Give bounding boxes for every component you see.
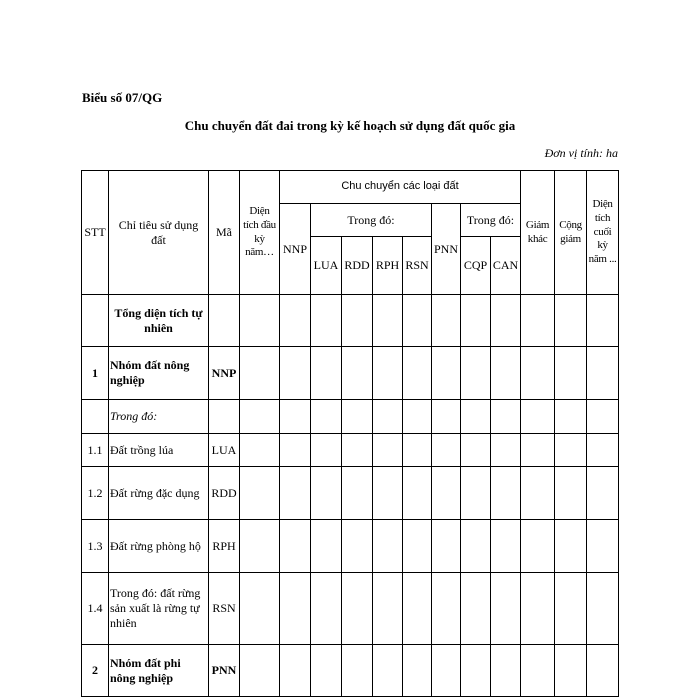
header-can: CAN bbox=[491, 237, 521, 295]
row-code: RDD bbox=[209, 467, 240, 520]
table-row bbox=[82, 400, 619, 434]
header-indicator: Chỉ tiêu sử dụng đất bbox=[109, 171, 209, 295]
row-label: Trong đó: bbox=[109, 400, 209, 434]
land-transfer-table bbox=[81, 170, 619, 697]
header-in-which-1: Trong đó: bbox=[311, 204, 432, 237]
row-label: Tổng diện tích tự nhiên bbox=[109, 295, 209, 347]
row-stt: 2 bbox=[82, 645, 109, 697]
row-label: Trong đó: đất rừng sản xuất là rừng tự nhiên bbox=[109, 573, 209, 645]
row-label: Nhóm đất nông nghiệp bbox=[109, 347, 209, 400]
row-label: Đất trồng lúa bbox=[109, 434, 209, 467]
row-code: LUA bbox=[209, 434, 240, 467]
header-area-end: Diện tích cuối kỳ năm ... bbox=[587, 171, 619, 295]
row-code bbox=[209, 400, 240, 434]
document-title: Chu chuyển đất đai trong kỳ kế hoạch sử dụng đất quốc gia bbox=[184, 118, 516, 133]
row-stt: 1.3 bbox=[82, 520, 109, 573]
header-decrease-other: Giảm khác bbox=[521, 171, 555, 295]
header-total-decrease: Cộng giảm bbox=[555, 171, 587, 295]
row-label: Nhóm đất phi nông nghiệp bbox=[109, 645, 209, 697]
table-row bbox=[82, 645, 619, 697]
row-code: PNN bbox=[209, 645, 240, 697]
header-rdd: RDD bbox=[342, 237, 373, 295]
table-row bbox=[82, 295, 619, 347]
header-cqp: CQP bbox=[461, 237, 491, 295]
table-row bbox=[82, 467, 619, 520]
row-code: RPH bbox=[209, 520, 240, 573]
row-stt: 1.4 bbox=[82, 573, 109, 645]
table-row bbox=[82, 347, 619, 400]
header-rph: RPH bbox=[373, 237, 403, 295]
row-label: Đất rừng phòng hộ bbox=[109, 520, 209, 573]
header-nnp: NNP bbox=[280, 204, 311, 295]
row-stt: 1.2 bbox=[82, 467, 109, 520]
header-in-which-2: Trong đó: bbox=[461, 204, 521, 237]
header-pnn: PNN bbox=[432, 204, 461, 295]
table-row bbox=[82, 434, 619, 467]
row-stt bbox=[82, 295, 109, 347]
table-row bbox=[82, 573, 619, 645]
header-transfer-group: Chu chuyển các loại đất bbox=[280, 171, 521, 204]
row-stt: 1 bbox=[82, 347, 109, 400]
row-label: Đất rừng đặc dụng bbox=[109, 467, 209, 520]
row-stt: 1.1 bbox=[82, 434, 109, 467]
row-code: RSN bbox=[209, 573, 240, 645]
table-row bbox=[82, 520, 619, 573]
unit-label: Đơn vị tính: ha bbox=[544, 146, 618, 160]
header-stt: STT bbox=[82, 171, 109, 295]
header-area-start: Diện tích đầu kỳ năm… bbox=[240, 171, 280, 295]
row-stt bbox=[82, 400, 109, 434]
row-code bbox=[209, 295, 240, 347]
header-lua: LUA bbox=[311, 237, 342, 295]
form-code: Biểu số 07/QG bbox=[82, 90, 163, 105]
row-code: NNP bbox=[209, 347, 240, 400]
header-code: Mã bbox=[209, 171, 240, 295]
header-rsn: RSN bbox=[403, 237, 432, 295]
